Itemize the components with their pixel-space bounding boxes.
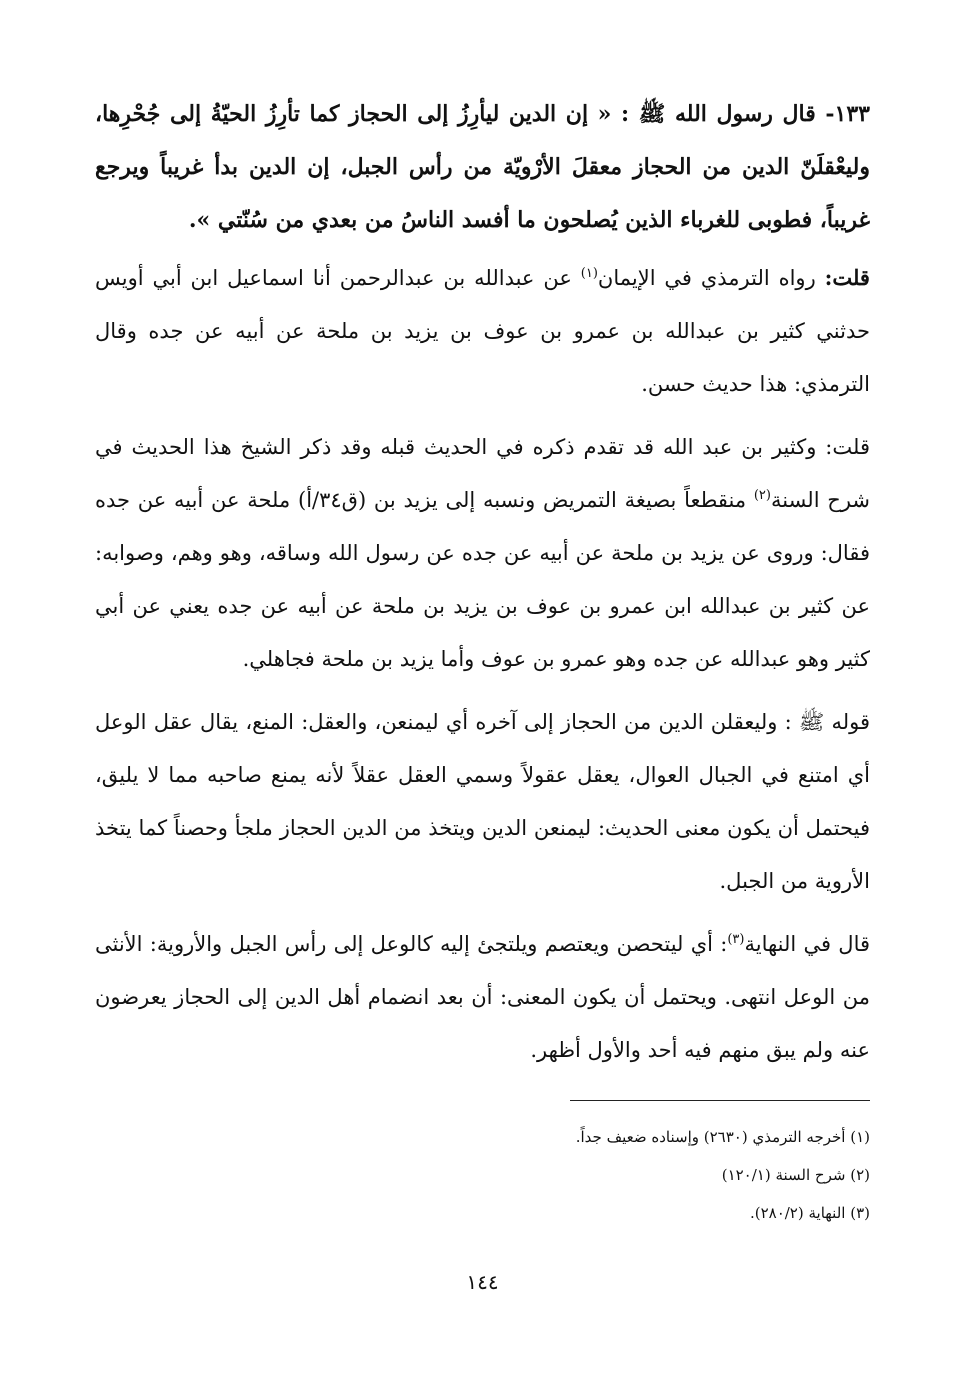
footnote-item: (٢) شرح السنة (١٢٠/١): [721, 1166, 870, 1184]
paragraph-text: رواه الترمذي في الإيمان: [597, 266, 825, 290]
hadith-paragraph: [95, 88, 870, 247]
page-number: ١٤٤: [466, 1270, 499, 1294]
document-page: [95, 88, 870, 1308]
commentary-paragraph-3: [95, 696, 870, 908]
footnote-item: (١) أخرجه الترمذي (٢٦٣٠) وإسناده ضعيف جداً.: [575, 1128, 870, 1146]
paragraph-text: منقطعاً بصيغة التمريض ونسبه إلى يزيد بن (ق٣٤/أ) ملحة عن أبيه عن جده فقال: وروى عن يزيد بن ملحة عن أبيه عن جده عن رسول الله وساقه، وهو وهم، وصوابه: عن كثير بن عبدالله ابن عمرو بن عوف بن يزيد بن ملحة عن أبيه عن جده يعني عن أبي كثير وهو عبدالله عن جده وهو عمرو بن عوف وأما يزيد بن ملحة فجاهلي.: [95, 488, 870, 671]
paragraph-text: قال في النهاية: [744, 932, 870, 956]
paragraph-text: قلت: وكثير بن عبد الله قد تقدم ذكره في الحديث قبله وقد ذكر الشيخ هذا الحديث في شرح السنة: [95, 435, 871, 512]
footnote-ref-3[interactable]: (٣): [727, 932, 745, 947]
commentary-paragraph-2: [95, 421, 870, 686]
footnote-item: (٣) النهاية (٢٨٠/٢).: [749, 1204, 870, 1222]
hadith-number: ١٣٣-: [825, 101, 870, 127]
footnotes-list: [95, 1118, 870, 1232]
paragraph-text: عن عبدالله بن عبدالرحمن أنا اسماعيل ابن أبي أويس حدثني كثير بن عبدالله بن عمرو بن عوف بن يزيد بن ملحة عن أبيه عن جده وقال الترمذي: هذا حديث حسن.: [95, 266, 870, 396]
commentary-paragraph-1: [95, 251, 870, 411]
hadith-text: قال رسول الله ﷺ : « إن الدين ليأرِزُ إلى الحجاز كما تأرِزُ الحيّةُ إلى جُحْرِها، وليعْقلَنّ الدين من الحجاز معقلَ الأرْويّة من رأس الجبل، إن الدين بدأ غريباً ويرجع غريباً، فطوبى للغرباء الذين يُصلحون ما أفسد الناسُ من بعدي من سُنّتي ».: [95, 101, 870, 233]
footnote-ref-1[interactable]: (١): [580, 266, 598, 281]
footnote-divider: [570, 1100, 870, 1101]
footnote-ref-2[interactable]: (٢): [753, 488, 771, 503]
paragraph-text: قوله ﷺ : وليعقلن الدين من الحجاز إلى آخره أي ليمنعن، والعقل: المنع، يقال عقل الوعل أي امتنع في الجبال العوال، يعقل عقولاً وسمي العقل عقلاً لأنه يمنع صاحبه مما لا يليق، فيحتمل أن يكون معنى الحديث: ليمنعن الدين ويتخذ من الدين الحجاز ملجأ وحصناً كما يتخذ الأروية من الجبل.: [95, 710, 870, 893]
paragraph-lead: قلت:: [824, 265, 870, 290]
commentary-paragraph-4: [95, 918, 870, 1077]
paragraph-text: : أي ليتحصن ويعتصم ويلتجئ إليه كالوعل إلى رأس الجبل والأروية: الأنثى من الوعل انتهى. ويحتمل أن يكون المعنى: أن بعد انضمام أهل الدين إلى الحجاز يعرضون عنه ولم يبق منهم فيه أحد والأول أظهر.: [95, 932, 870, 1062]
